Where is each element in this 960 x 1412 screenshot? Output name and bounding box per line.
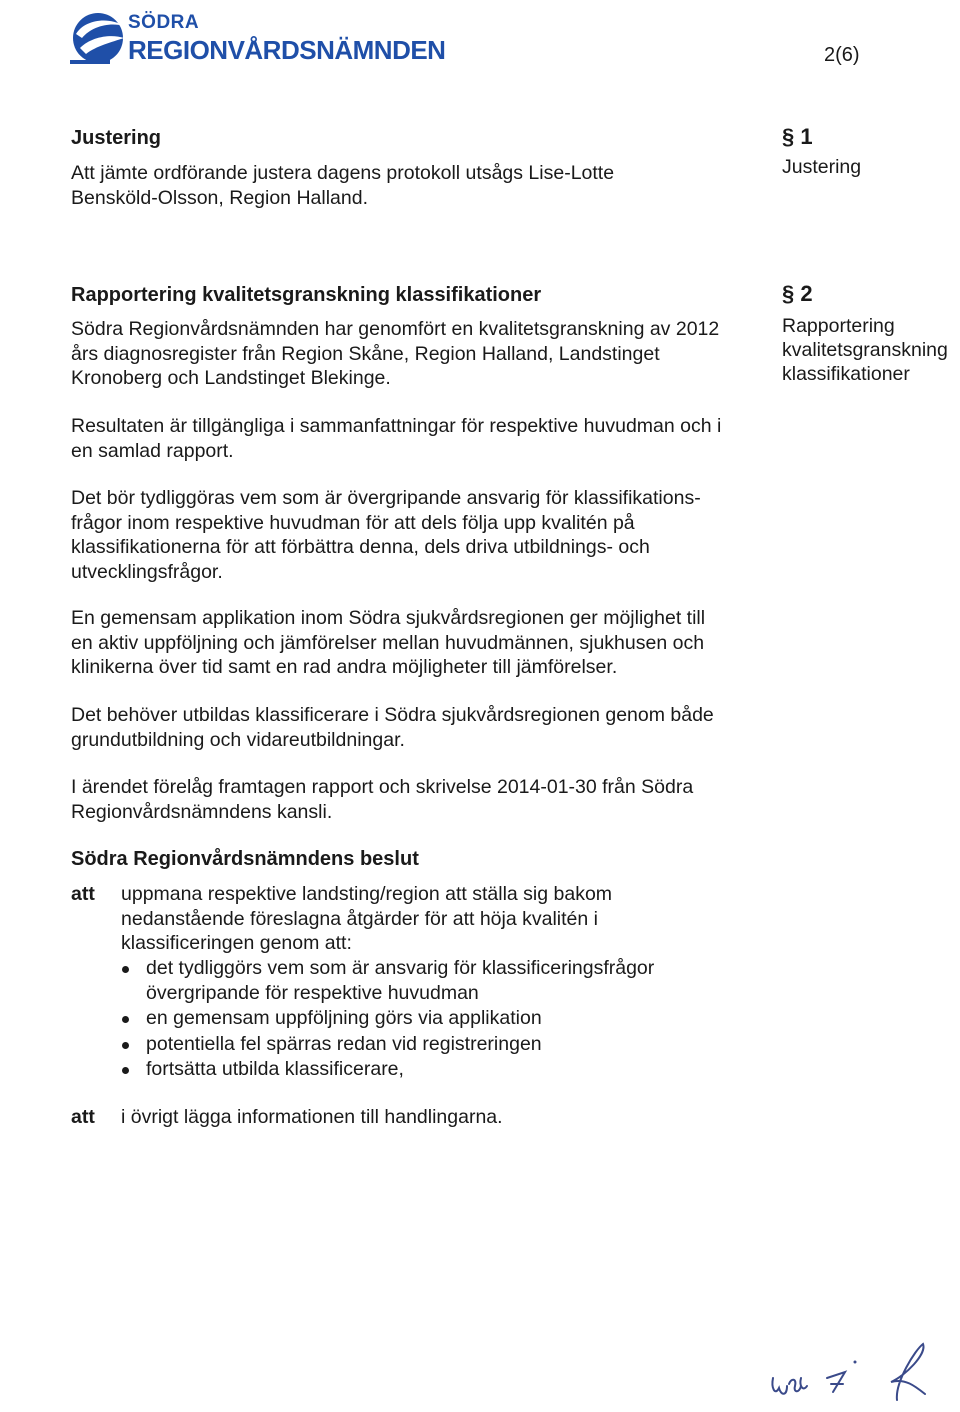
side-label-line: klassifikationer bbox=[782, 363, 910, 385]
text-line: Det behöver utbildas klassificerare i Södra sjukvårdsregionen genom både bbox=[71, 704, 714, 726]
section2-paragraph-3 bbox=[71, 486, 776, 584]
text-line: nedanstående föreslagna åtgärder för att höja kvalitén i bbox=[121, 907, 598, 930]
text-line: övergripande för respektive huvudman bbox=[146, 981, 479, 1004]
section2-side-label bbox=[782, 314, 948, 386]
side-label-line: kvalitetsgranskning bbox=[782, 339, 948, 361]
decision-item2-keyword: att bbox=[71, 1106, 95, 1128]
list-item bbox=[121, 1032, 761, 1057]
text-line: fortsätta utbilda klassificerare, bbox=[146, 1058, 404, 1080]
text-line: klinikerna över tid samt en rad andra möjligheter till jämförelser. bbox=[71, 656, 618, 678]
org-name-line1: SÖDRA bbox=[128, 12, 200, 33]
handwritten-initials bbox=[765, 1330, 945, 1410]
section1-heading: Justering bbox=[71, 127, 162, 149]
list-item bbox=[121, 1006, 761, 1031]
decision-item2-text: i övrigt lägga informationen till handlingarna. bbox=[121, 1106, 503, 1128]
list-item bbox=[121, 956, 761, 1005]
text-line: Regionvårdsnämndens kansli. bbox=[71, 800, 333, 823]
text-line: En gemensam applikation inom Södra sjukvårdsregionen ger möjlighet till bbox=[71, 607, 706, 629]
page-number: 2(6) bbox=[824, 44, 860, 66]
text-line: det tydliggörs vem som är ansvarig för klassificeringsfrågor bbox=[146, 957, 655, 979]
text-line: potentiella fel spärras redan vid registreringen bbox=[146, 1032, 542, 1055]
text-line: utvecklingsfrågor. bbox=[71, 560, 223, 583]
text-line: Resultaten är tillgängliga i sammanfattningar för respektive huvudman och i bbox=[71, 415, 722, 437]
org-logo bbox=[70, 8, 446, 66]
bullet-icon bbox=[122, 1042, 129, 1049]
text-line: I ärendet förelåg framtagen rapport och skrivelse 2014-01-30 från Södra bbox=[71, 776, 694, 798]
section2-heading: Rapportering kvalitetsgranskning klassifikationer bbox=[71, 284, 542, 306]
section2-paragraph-6 bbox=[71, 775, 776, 824]
bullet-icon bbox=[122, 966, 129, 973]
section2-paragraph-5 bbox=[71, 703, 776, 752]
decision-heading: Södra Regionvårdsnämndens beslut bbox=[71, 848, 419, 870]
text-line: klassifikationerna för att förbättra denna, dels driva utbildnings- och bbox=[71, 536, 650, 558]
section1-text bbox=[71, 161, 771, 210]
bullet-icon bbox=[122, 1067, 129, 1074]
decision-item1-text bbox=[121, 882, 761, 956]
bullet-icon bbox=[122, 1016, 129, 1023]
text-line: Att jämte ordförande justera dagens protokoll utsågs Lise-Lotte bbox=[71, 162, 615, 184]
section2-paragraph-1 bbox=[71, 317, 776, 391]
text-line: en gemensam uppföljning görs via applikation bbox=[146, 1007, 542, 1029]
text-line: klassificeringen genom att: bbox=[121, 932, 352, 954]
section1-side-label: Justering bbox=[782, 156, 862, 178]
text-line: en aktiv uppföljning och jämförelser mellan huvudmännen, sjukhusen och bbox=[71, 631, 705, 654]
text-line: uppmana respektive landsting/region att ställa sig bakom bbox=[121, 883, 613, 905]
text-line: grundutbildning och vidareutbildningar. bbox=[71, 728, 405, 751]
text-line: års diagnosregister från Region Skåne, Region Halland, Landstinget bbox=[71, 342, 660, 365]
org-name-line2: REGIONVÅRDSNÄMNDEN bbox=[128, 35, 446, 65]
list-item bbox=[121, 1057, 761, 1082]
text-line: en samlad rapport. bbox=[71, 439, 234, 462]
section2-number: § 2 bbox=[782, 281, 813, 306]
text-line: Det bör tydliggöras vem som är övergripande ansvarig för klassifikations- bbox=[71, 487, 701, 509]
text-line: Kronoberg och Landstinget Blekinge. bbox=[71, 367, 391, 389]
decision-item1-keyword: att bbox=[71, 883, 95, 905]
section2-paragraph-4 bbox=[71, 606, 776, 680]
decision-bullet-list bbox=[121, 956, 761, 1083]
logo-swirl-icon bbox=[70, 8, 128, 64]
text-line: Södra Regionvårdsnämnden har genomfört en kvalitetsgranskning av 2012 bbox=[71, 318, 720, 340]
text-line: frågor inom respektive huvudman för att dels följa upp kvalitén på bbox=[71, 511, 635, 534]
section1-number: § 1 bbox=[782, 124, 813, 149]
side-label-line: Rapportering bbox=[782, 315, 895, 337]
section2-paragraph-2 bbox=[71, 414, 776, 463]
text-line: Bensköld-Olsson, Region Halland. bbox=[71, 186, 368, 209]
